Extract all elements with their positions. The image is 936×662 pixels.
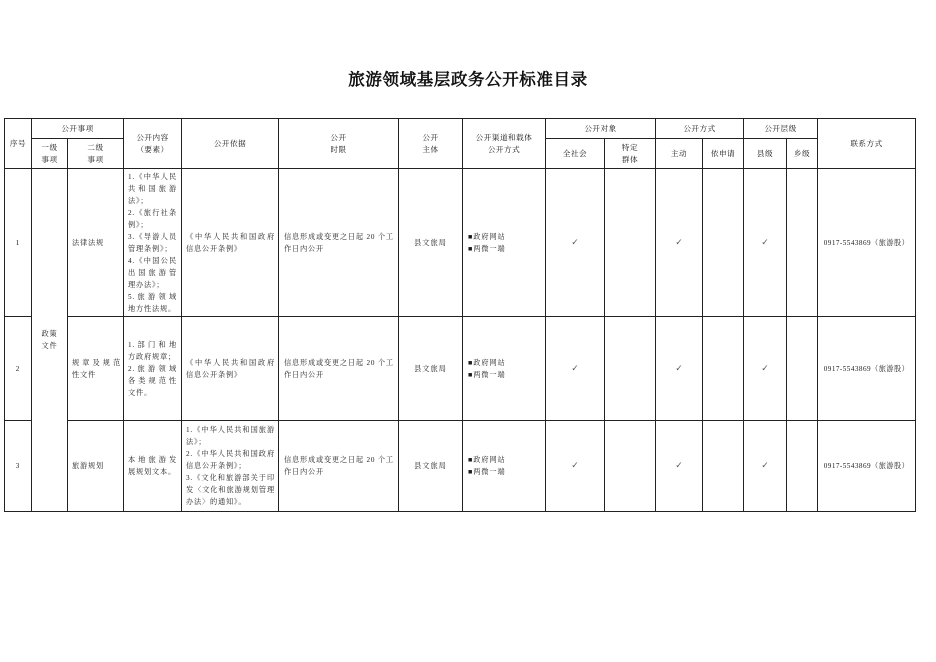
basis-line: 法》；	[186, 438, 207, 446]
item-level2-line: 法律法规	[72, 238, 104, 247]
level-county-cell	[744, 169, 787, 317]
header-mode-active: 主动	[656, 139, 703, 169]
header-channel	[463, 119, 546, 169]
header-item-level2-line: 二级	[87, 142, 104, 152]
header-row-top	[5, 119, 916, 139]
mode-active-cell	[656, 317, 703, 421]
basis-line: 《中华人民共和国政府	[186, 358, 275, 367]
row-index-cell	[5, 421, 32, 512]
header-audience: 公开对象	[546, 119, 656, 139]
audience-all-cell	[546, 317, 605, 421]
content-line: 例》；	[128, 220, 149, 229]
content-line: 1.部门和地	[128, 340, 177, 349]
contact-cell	[818, 421, 916, 512]
content-line: 2.旅游领域	[128, 364, 177, 373]
header-content-line: 公开内容	[136, 132, 169, 142]
item-level2-cell	[68, 421, 124, 512]
basis-line: 2.《中华人民共和国政府	[186, 450, 275, 458]
time-limit-cell	[279, 421, 399, 512]
content-line: 共和国旅游	[128, 184, 177, 193]
header-item-level1	[32, 139, 68, 169]
check-icon: ✓	[571, 363, 579, 374]
header-index: 序号	[5, 119, 32, 169]
contact-cell	[818, 317, 916, 421]
check-icon: ✓	[761, 363, 769, 374]
content-line: 法》；	[128, 196, 149, 205]
contact-text: 0917-5543869（旅游股）	[823, 364, 910, 373]
check-icon: ✓	[675, 363, 683, 374]
channel-cell	[463, 169, 546, 317]
content-line: 展规划文本。	[128, 468, 176, 476]
check-icon: ✓	[571, 461, 579, 471]
standard-catalog-table	[4, 118, 916, 512]
row-index-cell	[5, 169, 32, 317]
mode-active-cell	[656, 421, 703, 512]
mode-request-cell	[703, 169, 744, 317]
content-line: 文件。	[128, 388, 152, 397]
check-icon: ✓	[761, 237, 769, 248]
header-subject-line: 主体	[422, 144, 439, 154]
content-cell	[124, 169, 182, 317]
content-line: 管理条例》；	[128, 244, 173, 253]
header-audience-all: 全社会	[546, 139, 605, 169]
basis-cell	[182, 169, 279, 317]
item-level2-line: 旅游规划	[72, 462, 104, 470]
check-icon: ✓	[571, 237, 579, 248]
time-limit-line: 信息形成或变更之日起 20 个工	[284, 232, 394, 241]
header-channel-line: 公开渠道和载体	[475, 132, 533, 142]
item-level2-cell	[68, 169, 124, 317]
audience-all-cell	[546, 421, 605, 512]
audience-all-cell	[546, 169, 605, 317]
subject-text: 县文旅局	[414, 238, 447, 247]
time-limit-cell	[279, 317, 399, 421]
subject-cell	[399, 421, 463, 512]
item-level2-line: 性文件	[72, 370, 96, 379]
row-index: 1	[15, 238, 21, 247]
channel-line: ■两微一端	[468, 370, 506, 379]
check-icon: ✓	[675, 237, 683, 248]
category-line: 政策	[41, 330, 58, 338]
contact-text: 0917-5543869（旅游股）	[823, 238, 910, 247]
subject-text: 县文旅局	[414, 462, 447, 470]
row-index: 2	[15, 364, 21, 373]
header-channel-line: 公开方式	[487, 144, 521, 154]
channel-line: ■政府网站	[468, 232, 506, 241]
subject-cell	[399, 317, 463, 421]
header-contact: 联系方式	[818, 119, 916, 169]
category-cell	[32, 169, 68, 512]
basis-line: 1.《中华人民共和国旅游	[186, 426, 275, 434]
category-line: 文件	[41, 342, 58, 350]
row-index: 3	[15, 462, 21, 470]
content-line: 4.《中国公民	[128, 256, 177, 265]
channel-line: ■政府网站	[468, 456, 506, 464]
header-mode-request: 依申请	[703, 139, 744, 169]
header-audience-specific-line: 特定	[621, 142, 639, 152]
channel-cell	[463, 421, 546, 512]
header-item-level2	[68, 139, 124, 169]
basis-line: 信息公开条例》；	[186, 462, 247, 470]
header-item-level1-line: 一级	[41, 142, 58, 152]
header-level-township: 乡级	[787, 139, 818, 169]
header-item: 公开事项	[32, 119, 124, 139]
content-line: 出国旅游管	[128, 268, 177, 277]
subject-text: 县文旅局	[414, 364, 447, 373]
audience-specific-cell	[605, 421, 656, 512]
mode-request-cell	[703, 421, 744, 512]
basis-cell	[182, 421, 279, 512]
basis-line: 办法〉的通知》。	[186, 498, 247, 506]
level-county-cell	[744, 317, 787, 421]
time-limit-line: 作日内公开	[284, 468, 324, 476]
mode-request-cell	[703, 317, 744, 421]
content-line: 方政府规章；	[128, 352, 176, 361]
header-audience-specific-line: 群体	[621, 154, 639, 164]
content-cell	[124, 317, 182, 421]
contact-cell	[818, 169, 916, 317]
level-township-cell	[787, 421, 818, 512]
basis-line: 信息公开条例》	[186, 244, 242, 253]
header-time-limit-line: 公开	[330, 132, 347, 142]
level-township-cell	[787, 169, 818, 317]
level-county-cell	[744, 421, 787, 512]
header-audience-specific	[605, 139, 656, 169]
header-time-limit-line: 时限	[330, 144, 347, 154]
page-title: 旅游领域基层政务公开标准目录	[348, 70, 588, 89]
header-level-county: 县级	[744, 139, 787, 169]
content-line: 各类规范性	[128, 376, 177, 385]
time-limit-line: 作日内公开	[284, 370, 324, 379]
time-limit-line: 信息形成或变更之日起 20 个工	[284, 358, 394, 367]
content-line: 2.《旅行社条	[128, 208, 177, 217]
content-line: 本地旅游发	[128, 456, 177, 464]
check-icon: ✓	[675, 461, 683, 471]
channel-line: ■两微一端	[468, 468, 506, 476]
content-line: 理办法》；	[128, 280, 165, 289]
level-township-cell	[787, 317, 818, 421]
table-row	[5, 421, 916, 512]
content-line: 1.《中华人民	[128, 172, 177, 181]
subject-cell	[399, 169, 463, 317]
mode-active-cell	[656, 169, 703, 317]
content-cell	[124, 421, 182, 512]
table-header	[5, 119, 916, 169]
header-mode: 公开方式	[656, 119, 744, 139]
basis-line: 《中华人民共和国政府	[186, 232, 275, 241]
item-level2-cell	[68, 317, 124, 421]
basis-line: 发〈文化和旅游规划管理	[186, 486, 275, 494]
basis-line: 3.《文化和旅游部关于印	[186, 474, 275, 482]
header-item-level1-line: 事项	[41, 154, 58, 164]
basis-line: 信息公开条例》	[186, 370, 242, 379]
content-line: 5.旅游领域	[128, 292, 177, 301]
channel-line: ■政府网站	[468, 358, 506, 367]
contact-text: 0917-5543869（旅游股）	[823, 462, 910, 470]
audience-specific-cell	[605, 169, 656, 317]
time-limit-line: 作日内公开	[284, 244, 324, 253]
content-line: 地方性法规。	[128, 304, 176, 313]
header-basis: 公开依据	[182, 119, 279, 169]
row-index-cell	[5, 317, 32, 421]
header-subject	[399, 119, 463, 169]
time-limit-line: 信息形成或变更之日起 20 个工	[284, 456, 394, 464]
basis-cell	[182, 317, 279, 421]
header-content-line: （要素）	[136, 144, 169, 154]
header-item-level2-line: 事项	[87, 154, 104, 164]
item-level2-line: 规章及规范	[72, 358, 121, 367]
check-icon: ✓	[761, 461, 769, 471]
header-content	[124, 119, 182, 169]
table-row	[5, 317, 916, 421]
table-row	[5, 169, 916, 317]
content-line: 3.《导游人员	[128, 232, 177, 241]
header-time-limit	[279, 119, 399, 169]
audience-specific-cell	[605, 317, 656, 421]
channel-cell	[463, 317, 546, 421]
header-subject-line: 公开	[422, 132, 439, 142]
channel-line: ■两微一端	[468, 244, 506, 253]
header-level: 公开层级	[744, 119, 818, 139]
table-body	[5, 169, 916, 512]
time-limit-cell	[279, 169, 399, 317]
